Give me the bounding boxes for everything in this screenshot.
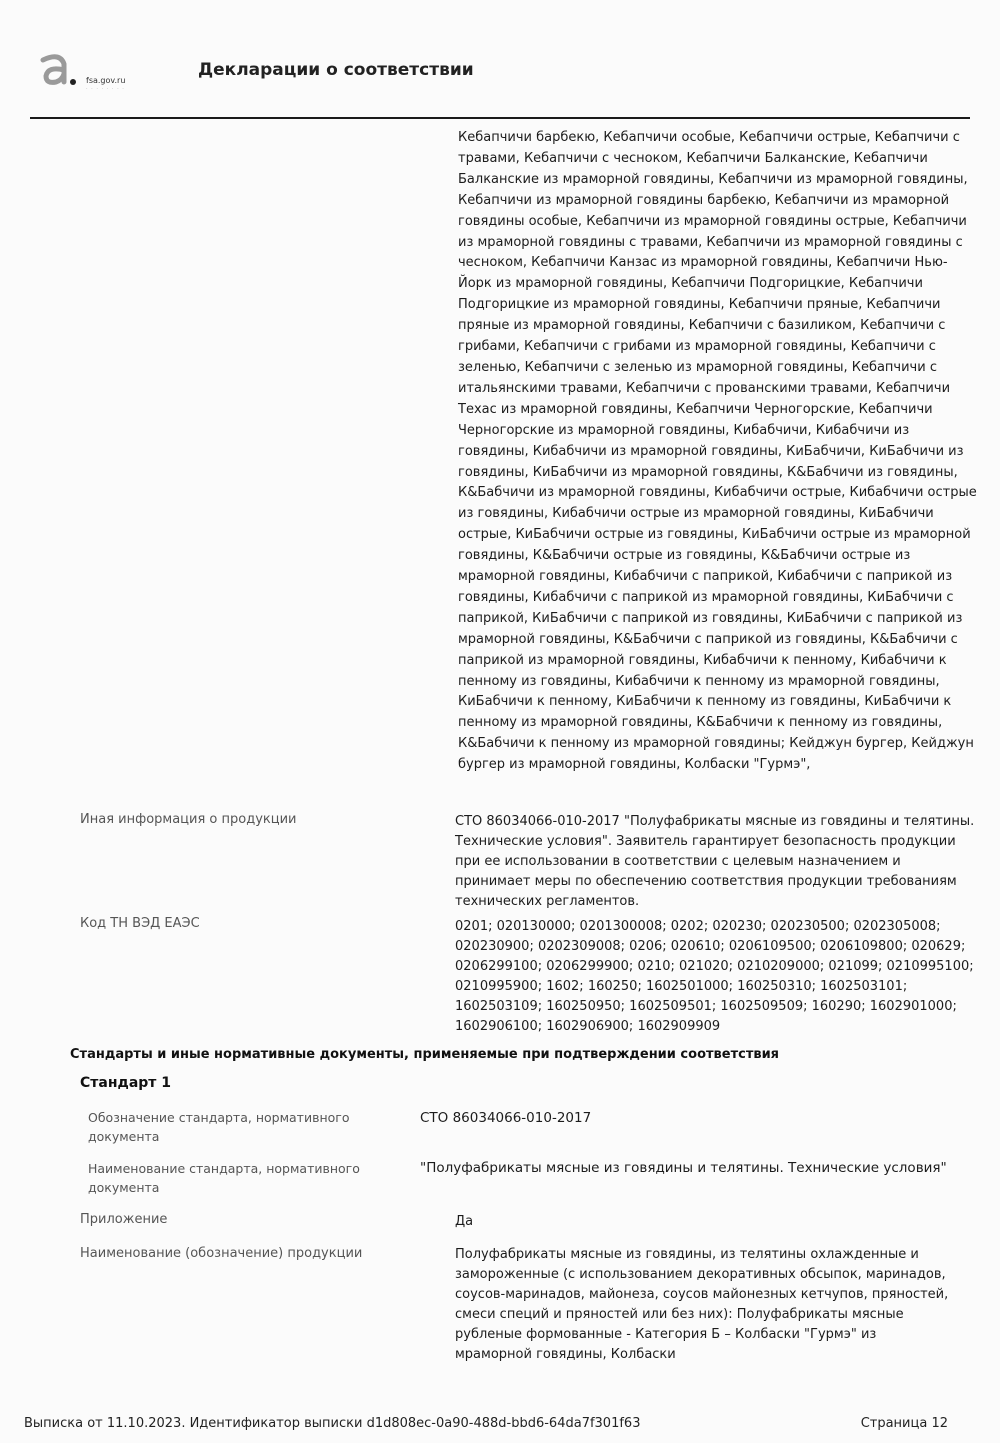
header-divider [30, 117, 970, 119]
standard-name-label: Наименование стандарта, нормативного документа [88, 1161, 360, 1195]
product-name-label: Наименование (обозначение) продукции [80, 1246, 363, 1261]
standard-name-value: "Полуфабрикаты мясные из говядины и телятины. Технические условия" [420, 1160, 947, 1176]
other-info-label: Иная информация о продукции [80, 812, 297, 827]
appendix-label: Приложение [80, 1212, 168, 1227]
site-url: fsa.gov.ru [86, 76, 126, 85]
tnved-label: Код ТН ВЭД ЕАЭС [80, 916, 200, 931]
page-header [40, 52, 970, 122]
extract-info: Выписка от 11.10.2023. Идентификатор выписки d1d808ec-0a90-488d-bbd6-64da7f301f63 [24, 1416, 641, 1431]
fsa-logo-icon [40, 54, 80, 88]
logo-subtitle: · · · · · · · · [86, 86, 125, 92]
standards-section-title: Стандарты и иные нормативные документы, применяемые при подтверждении соответствия [70, 1047, 780, 1062]
standard-title: Стандарт 1 [80, 1075, 172, 1091]
other-info-value: СТО 86034066-010-2017 "Полуфабрикаты мясные из говядины и телятины. Технические условия". Заявитель гарантирует безопасность продукции при ее использовании в соответствии с целевым назначением и принимает меры по обеспечению соответствия продукции требованиям технических регламентов. [455, 814, 975, 909]
page-number: Страница 12 [860, 1416, 948, 1431]
products-list-text: Кебапчичи барбекю, Кебапчичи особые, Кебапчичи острые, Кебапчичи с травами, Кебапчичи с чесноком, Кебапчичи Балканские, Кебапчичи Балканские из мраморной говядины, Кебапчичи из мраморной говядины, Кебапчичи из мраморной говядины барбекю, Кебапчичи из мраморной говядины особые, Кебапчичи из мраморной говядины острые, Кебапчичи из мраморной говядины с травами, Кебапчичи из мраморной говядины с чесноком, Кебапчичи Канзас из мраморной говядины, Кебапчичи Нью-Йорк из мраморной говядины, Кебапчичи Подгорицкие, Кебапчичи Подгорицкие из мраморной говядины, Кебапчичи пряные, Кебапчичи пряные из мраморной говядины, Кебапчичи с базиликом, Кебапчичи с грибами, Кебапчичи с грибами из мраморной говядины, Кебапчичи с зеленью, Кебапчичи с зеленью из мраморной говядины, Кебапчичи с итальянскими травами, Кебапчичи с прованскими травами, Кебапчичи Техас из мраморной говядины, Кебапчичи Черногорские, Кебапчичи Черногорские из мраморной говядины, Кибабчичи, Кибабчичи из говядины, Кибабчичи из мраморной говядины, КиБабчичи, КиБабчичи из говядины, КиБабчичи из мраморной говядины, К&Бабчичи из говядины, К&Бабчичи из мраморной говядины, Кибабчичи острые, Кибабчичи острые из говядины, Кибабчичи острые из мраморной говядины, КиБабчичи острые, КиБабчичи острые из говядины, КиБабчичи острые из мраморной говядины, К&Бабчичи острые из говядины, К&Бабчичи острые из мраморной говядины, Кибабчичи с паприкой, Кибабчичи с паприкой из говядины, Кибабчичи с паприкой из мраморной говядины, КиБабчичи с паприкой, КиБабчичи с паприкой из говядины, КиБабчичи с паприкой из мраморной говядины, К&Бабчичи с паприкой из говядины, К&Бабчичи с паприкой из мраморной говядины, Кибабчичи к пенному, Кибабчичи к пенному из говядины, Кибабчичи к пенному из мраморной говядины, КиБабчичи к пенному, КиБабчичи к пенному из говядины, КиБабчичи к пенному из мраморной говядины, К&Бабчичи к пенному из говядины, К&Бабчичи к пенному из мраморной говядины; Кейджун бургер, Кейджун бургер из мраморной говядины, Колбаски "Гурмэ", [458, 130, 977, 773]
product-name-value: Полуфабрикаты мясные из говядины, из телятины охлажденные и замороженные (с использованием декоративных обсыпок, маринадов, соусов-маринадов, майонеза, соусов майонезных кетчупов, пряностей, смеси специй и пряностей или без них): Полуфабрикаты мясные рубленые формованные - Категория Б – Колбаски "Гурмэ" из мраморной говядины, Колбаски [455, 1247, 949, 1362]
standard-designation-label: Обозначение стандарта, нормативного документа [88, 1110, 350, 1144]
appendix-value: Да [455, 1214, 474, 1229]
document-title: Декларации о соответствии [198, 60, 474, 80]
standard-designation-value: СТО 86034066-010-2017 [420, 1110, 592, 1126]
tnved-value: 0201; 020130000; 0201300008; 0202; 020230; 020230500; 0202305008; 020230900; 0202309008; 0206; 020610; 0206109500; 0206109800; 020629; 0206299100; 0206299900; 0210; 021020; 0210209000; 021099; 0210995100; 0210995900; 1602; 160250; 1602501000; 160250310; 1602503101; 1602503109; 160250950; 1602509501; 1602509509; 160290; 1602901000; 1602906100; 1602906900; 1602909909 [455, 919, 974, 1034]
